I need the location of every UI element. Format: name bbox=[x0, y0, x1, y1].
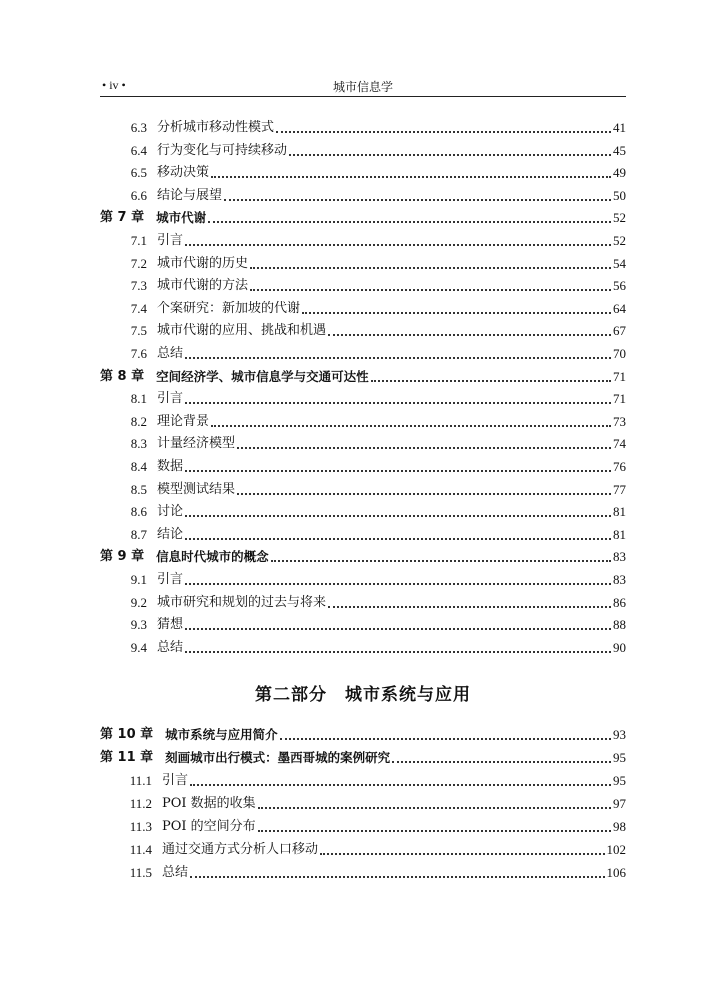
toc-entry-title: 模型测试结果 bbox=[157, 481, 236, 497]
toc-entry-title: 引言 bbox=[157, 233, 184, 248]
toc-section-entry bbox=[100, 318, 626, 340]
toc-entry-number: 7.6 bbox=[130, 346, 147, 361]
dot-leader bbox=[185, 628, 611, 630]
toc-entry-number: 11.1 bbox=[129, 773, 152, 788]
toc-entry-number: 第 10 章 bbox=[100, 727, 154, 742]
toc-entry-title: 移动决策 bbox=[157, 165, 210, 181]
toc-section-entry bbox=[100, 228, 626, 250]
toc-chapter-entry bbox=[100, 745, 626, 767]
toc-entry-title: 结论 bbox=[157, 526, 184, 542]
toc-entry-number: 11.3 bbox=[129, 819, 152, 834]
toc-section-entry bbox=[100, 590, 626, 612]
toc-entry-number: 8.3 bbox=[130, 436, 147, 452]
toc-entry-number: 8.6 bbox=[130, 504, 147, 520]
toc-entry-title: 空间经济学、城市信息学与交通可达性 bbox=[156, 368, 369, 384]
toc-entry-title: POI 的空间分布 bbox=[162, 819, 256, 834]
toc-entry-page: 106 bbox=[606, 865, 626, 880]
toc-entry-number: 9.4 bbox=[130, 639, 147, 655]
toc-entry-page: 90 bbox=[613, 639, 626, 655]
toc-entry-page: 95 bbox=[613, 750, 626, 765]
dot-leader bbox=[258, 830, 611, 832]
toc-entry-page: 97 bbox=[613, 796, 626, 811]
toc-section-entry bbox=[100, 273, 626, 295]
toc-section-entry bbox=[100, 115, 626, 137]
toc-section-entry bbox=[100, 814, 626, 836]
running-header bbox=[100, 74, 626, 97]
running-title: 城市信息学 bbox=[332, 80, 393, 94]
dot-leader bbox=[185, 357, 611, 359]
toc-entry-page: 56 bbox=[613, 278, 626, 294]
toc-entry-page: 88 bbox=[613, 617, 626, 633]
toc-entry-number: 第 9 章 bbox=[100, 549, 145, 565]
dot-leader bbox=[289, 154, 611, 156]
toc-entry-page: 98 bbox=[613, 819, 626, 834]
toc-section-entry bbox=[100, 477, 626, 499]
toc-entry-title: 城市代谢的历史 bbox=[157, 255, 249, 271]
toc-entry-title: 引言 bbox=[157, 572, 184, 587]
toc-entry-page: 93 bbox=[613, 727, 626, 742]
toc-entry-page: 41 bbox=[613, 120, 626, 135]
toc-entry-page: 77 bbox=[613, 481, 626, 497]
toc-section-entry bbox=[100, 522, 626, 544]
toc-entry-page: 73 bbox=[613, 413, 626, 429]
toc-entry-title: 引言 bbox=[162, 773, 189, 788]
toc-entry-page: 81 bbox=[613, 526, 626, 542]
toc-chapter-entry bbox=[100, 722, 626, 744]
toc-section-entry bbox=[100, 612, 626, 634]
dot-leader bbox=[185, 402, 611, 404]
dot-leader bbox=[190, 876, 604, 878]
dot-leader bbox=[328, 334, 611, 336]
toc-entry-page: 64 bbox=[613, 300, 626, 316]
toc-entry-page: 95 bbox=[613, 773, 626, 788]
toc-entry-number: 7.2 bbox=[130, 255, 147, 271]
dot-leader bbox=[371, 380, 611, 382]
dot-leader bbox=[211, 176, 611, 178]
dot-leader bbox=[280, 738, 611, 740]
toc-entry-number: 第 7 章 bbox=[100, 210, 145, 226]
toc-section-entry bbox=[100, 635, 626, 657]
toc-section-entry bbox=[100, 160, 626, 182]
toc-entry-page: 49 bbox=[613, 165, 626, 181]
toc-entry-number: 8.4 bbox=[130, 459, 147, 474]
dot-leader bbox=[185, 538, 611, 540]
toc-entry-page: 70 bbox=[613, 346, 626, 361]
toc-section-entry bbox=[100, 768, 626, 790]
toc-chapter-entry bbox=[100, 364, 626, 386]
toc-section-entry bbox=[100, 138, 626, 160]
toc-entry-number: 8.2 bbox=[130, 413, 147, 429]
toc-section-entry bbox=[100, 567, 626, 589]
dot-leader bbox=[276, 131, 611, 133]
dot-leader bbox=[185, 515, 611, 517]
toc-entry-title: POI 数据的收集 bbox=[162, 796, 256, 811]
toc-entry-number: 6.6 bbox=[130, 187, 147, 203]
toc-entry-title: 引言 bbox=[157, 391, 184, 407]
part-heading: 第二部分 城市系统与应用 bbox=[255, 685, 471, 705]
toc-section-entry bbox=[100, 454, 626, 476]
toc-entry-title: 分析城市移动性模式 bbox=[157, 120, 275, 135]
toc-entry-title: 通过交通方式分析人口移动 bbox=[162, 842, 319, 857]
toc-entry-title: 刻画城市出行模式：墨西哥城的案例研究 bbox=[165, 750, 391, 765]
dot-leader bbox=[258, 807, 611, 809]
toc-entry-title: 结论与展望 bbox=[157, 187, 223, 203]
toc-section-entry bbox=[100, 431, 626, 453]
toc-entry-title: 猜想 bbox=[157, 617, 184, 633]
toc-entry-title: 理论背景 bbox=[157, 413, 210, 429]
dot-leader bbox=[320, 853, 604, 855]
toc-entry-title: 城市代谢的方法 bbox=[157, 278, 249, 294]
toc-entry-page: 45 bbox=[613, 142, 626, 158]
toc-section-entry bbox=[100, 499, 626, 521]
toc-entry-page: 86 bbox=[613, 594, 626, 610]
dot-leader bbox=[328, 606, 611, 608]
toc-section-entry bbox=[100, 386, 626, 408]
toc-section-entry bbox=[100, 183, 626, 205]
toc-entry-page: 52 bbox=[613, 210, 626, 226]
toc-entry-title: 讨论 bbox=[157, 504, 184, 520]
toc-entry-number: 第 8 章 bbox=[100, 368, 145, 384]
toc-entry-number: 8.5 bbox=[130, 481, 147, 497]
toc-entry-page: 102 bbox=[606, 842, 626, 857]
toc-entry-page: 74 bbox=[613, 436, 626, 452]
toc-entry-page: 83 bbox=[613, 572, 626, 587]
toc-entry-page: 50 bbox=[613, 187, 626, 203]
dot-leader bbox=[250, 267, 611, 269]
dot-leader bbox=[185, 583, 611, 585]
dot-leader bbox=[392, 761, 611, 763]
toc-entry-page: 54 bbox=[613, 255, 626, 271]
dot-leader bbox=[237, 447, 611, 449]
toc-entry-title: 总结 bbox=[157, 346, 184, 361]
toc-entry-number: 7.4 bbox=[130, 300, 147, 316]
toc-entry-number: 11.5 bbox=[129, 865, 152, 880]
toc-entry-number: 6.4 bbox=[130, 142, 147, 158]
toc-entry-number: 6.5 bbox=[130, 165, 147, 181]
toc-section-entry bbox=[100, 837, 626, 859]
toc-entry-number: 7.1 bbox=[130, 233, 147, 248]
toc-section-entry bbox=[100, 251, 626, 273]
dot-leader bbox=[224, 199, 611, 201]
toc-section-entry bbox=[100, 791, 626, 813]
toc-entry-number: 8.1 bbox=[130, 391, 147, 407]
toc-section-entry bbox=[100, 296, 626, 318]
toc-entry-number: 第 11 章 bbox=[100, 750, 154, 765]
toc-entry-page: 83 bbox=[613, 549, 626, 565]
toc-entry-page: 52 bbox=[613, 233, 626, 248]
dot-leader bbox=[237, 493, 611, 495]
toc-entry-number: 7.3 bbox=[130, 278, 147, 294]
dot-leader bbox=[185, 651, 611, 653]
dot-leader bbox=[185, 470, 611, 472]
toc-entry-title: 城市代谢的应用、挑战和机遇 bbox=[157, 323, 327, 339]
toc-entry-number: 11.4 bbox=[129, 842, 152, 857]
dot-leader bbox=[302, 312, 611, 314]
toc-entry-title: 总结 bbox=[157, 639, 184, 655]
toc-section-entry bbox=[100, 409, 626, 431]
dot-leader bbox=[250, 289, 611, 291]
toc-entry-number: 9.1 bbox=[130, 572, 147, 587]
toc-entry-number: 8.7 bbox=[130, 526, 147, 542]
page-number: • iv • bbox=[102, 78, 126, 92]
toc-entry-title: 数据 bbox=[157, 459, 184, 474]
toc-entry-number: 9.3 bbox=[130, 617, 147, 633]
toc-entry-number: 11.2 bbox=[129, 796, 152, 811]
toc-entry-title: 行为变化与可持续移动 bbox=[157, 142, 288, 158]
dot-leader bbox=[185, 244, 611, 246]
dot-leader bbox=[271, 560, 611, 562]
toc-entry-page: 71 bbox=[613, 391, 626, 407]
toc-entry-number: 6.3 bbox=[130, 120, 147, 135]
toc-chapter-entry bbox=[100, 205, 626, 227]
toc-entry-title: 总结 bbox=[162, 865, 189, 880]
toc-entry-page: 71 bbox=[613, 368, 626, 384]
toc-section-entry bbox=[100, 341, 626, 363]
toc-entry-title: 计量经济模型 bbox=[157, 436, 236, 452]
toc-entry-page: 76 bbox=[613, 459, 626, 474]
dot-leader bbox=[190, 784, 611, 786]
toc-entry-number: 9.2 bbox=[130, 594, 147, 610]
toc-section-entry bbox=[100, 860, 626, 882]
toc-entry-number: 7.5 bbox=[130, 323, 147, 339]
toc-entry-title: 个案研究：新加坡的代谢 bbox=[157, 300, 301, 316]
toc-entry-title: 城市研究和规划的过去与将来 bbox=[157, 594, 327, 610]
toc-entry-page: 67 bbox=[613, 323, 626, 339]
toc-entry-page: 81 bbox=[613, 504, 626, 520]
dot-leader bbox=[208, 221, 611, 223]
dot-leader bbox=[211, 425, 611, 427]
toc-entry-title: 城市代谢 bbox=[156, 210, 207, 226]
toc-entry-title: 城市系统与应用简介 bbox=[165, 727, 278, 742]
toc-entry-title: 信息时代城市的概念 bbox=[156, 549, 269, 565]
toc-chapter-entry bbox=[100, 544, 626, 566]
